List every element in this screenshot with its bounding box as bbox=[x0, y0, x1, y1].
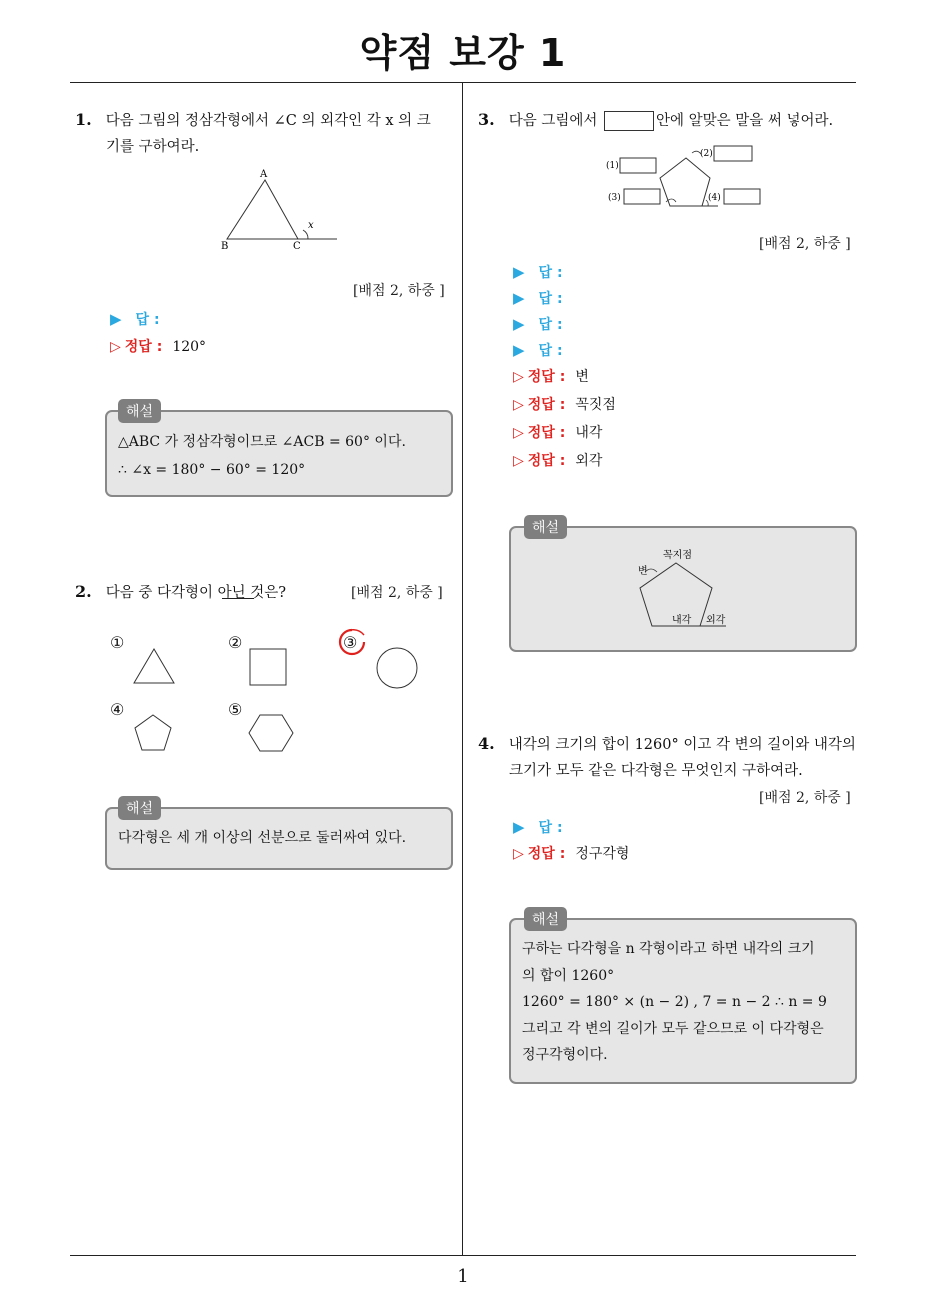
answer-label: 답 : bbox=[538, 317, 563, 333]
answer-key-value: 내각 bbox=[575, 425, 603, 441]
option-4-marker: ④ bbox=[110, 700, 125, 719]
answer-label: 답 : bbox=[538, 291, 563, 307]
label-interior: 내각 bbox=[672, 615, 692, 626]
question-text: 다음 중 다각형이 아닌 것은? bbox=[105, 585, 286, 601]
answer-key-value: 변 bbox=[575, 369, 589, 385]
answer-row bbox=[513, 262, 563, 282]
answer-key-row bbox=[513, 843, 629, 863]
answer-label: 답 : bbox=[538, 343, 563, 359]
answer-row bbox=[513, 817, 563, 837]
triangle-shape bbox=[130, 645, 178, 687]
answer-key-label: 정답 : bbox=[124, 339, 163, 355]
question-2 bbox=[75, 579, 365, 606]
figure-label: (4) bbox=[708, 193, 721, 203]
explanation-line: 의 합이 1260° bbox=[522, 967, 615, 984]
explanation-line: 그리고 각 변의 길이가 모두 같으므로 이 다각형은 bbox=[522, 1020, 824, 1037]
answer-key-row bbox=[110, 336, 206, 356]
answer-key-value: 120° bbox=[172, 339, 207, 355]
answer-key-value: 외각 bbox=[575, 453, 603, 469]
points-badge: [배점 2, 하중 ] bbox=[759, 236, 851, 252]
explanation-pentagon-figure bbox=[630, 544, 740, 634]
question-text: 기를 구하여라. bbox=[106, 139, 200, 155]
outline-play-icon: ▷ bbox=[513, 397, 524, 413]
square-shape bbox=[246, 645, 290, 689]
label-side: 변 bbox=[638, 566, 648, 577]
pentagon-labeled-figure bbox=[600, 140, 770, 212]
answer-key-value: 정구각형 bbox=[575, 846, 630, 862]
answer-key-label: 정답 : bbox=[527, 425, 566, 441]
explanation-tag: 해설 bbox=[524, 515, 567, 539]
play-icon: ▶ bbox=[513, 315, 525, 333]
answer-row bbox=[513, 314, 563, 334]
explanation-tag: 해설 bbox=[118, 399, 161, 423]
question-1 bbox=[75, 107, 455, 160]
header-rule bbox=[70, 82, 856, 83]
answer-key-label: 정답 : bbox=[527, 846, 566, 862]
triangle-figure bbox=[215, 165, 345, 255]
points-badge: [배점 2, 하중 ] bbox=[759, 790, 851, 806]
answer-key-value: 꼭짓점 bbox=[575, 397, 616, 413]
question-number: 4. bbox=[478, 734, 495, 753]
explanation-line: 1260° = 180° × (n − 2) , 7 = n − 2 ∴ n = 9 bbox=[522, 994, 827, 1010]
outline-play-icon: ▷ bbox=[110, 339, 121, 355]
explanation-text bbox=[522, 936, 852, 1069]
question-text: 다음 그림에서 bbox=[508, 113, 598, 129]
explanation-line: 정구각형이다. bbox=[522, 1047, 608, 1063]
explanation-line: 구하는 다각형을 n 각형이라고 하면 내각의 크기 bbox=[522, 941, 815, 957]
blank-box bbox=[604, 111, 654, 131]
answer-key-label: 정답 : bbox=[527, 453, 566, 469]
answer-key-label: 정답 : bbox=[527, 397, 566, 413]
underline-decoration bbox=[222, 598, 254, 599]
explanation-tag: 해설 bbox=[118, 796, 161, 820]
hexagon-shape bbox=[246, 711, 296, 755]
figure-label: (3) bbox=[608, 193, 621, 203]
play-icon: ▶ bbox=[513, 289, 525, 307]
answer-key-row bbox=[513, 366, 589, 386]
play-icon: ▶ bbox=[513, 818, 525, 836]
points-badge: [배점 2, 하중 ] bbox=[353, 283, 445, 299]
explanation-line: △ABC 가 정삼각형이므로 ∠ACB = 60° 이다. bbox=[118, 434, 406, 450]
page-title: 약점 보강 1 bbox=[359, 31, 567, 75]
label-x: x bbox=[308, 220, 314, 231]
option-2-marker: ② bbox=[228, 633, 243, 652]
option-1-marker: ① bbox=[110, 633, 125, 652]
outline-play-icon: ▷ bbox=[513, 453, 524, 469]
question-number: 3. bbox=[478, 110, 495, 129]
answer-key-row bbox=[513, 450, 602, 470]
question-text: 크기가 모두 같은 다각형은 무엇인지 구하여라. bbox=[509, 763, 803, 779]
circle-shape bbox=[373, 645, 421, 691]
answer-key-row bbox=[513, 422, 602, 442]
option-3-marker: ③ bbox=[343, 633, 358, 652]
pentagon-shape bbox=[130, 712, 176, 754]
play-icon: ▶ bbox=[513, 263, 525, 281]
explanation-text bbox=[118, 428, 406, 484]
answer-circle-mark bbox=[334, 625, 370, 661]
explanation-text: 다각형은 세 개 이상의 선분으로 둘러싸여 있다. bbox=[118, 830, 407, 846]
question-text: 안에 알맞은 말을 써 넣어라. bbox=[655, 113, 834, 129]
label-b: B bbox=[221, 241, 229, 252]
question-text: 다음 그림의 정삼각형에서 ∠C 의 외각인 각 x 의 크 bbox=[105, 113, 431, 129]
play-icon: ▶ bbox=[110, 310, 122, 328]
play-icon: ▶ bbox=[513, 341, 525, 359]
label-c: C bbox=[293, 241, 301, 252]
option-5-marker: ⑤ bbox=[228, 700, 243, 719]
answer-row bbox=[110, 309, 160, 329]
label-vertex: 꼭지점 bbox=[663, 550, 692, 561]
explanation-line: ∴ ∠x = 180° − 60° = 120° bbox=[118, 462, 306, 478]
question-text: 내각의 크기의 합이 1260° 이고 각 변의 길이와 내각의 bbox=[508, 737, 856, 753]
outline-play-icon: ▷ bbox=[513, 846, 524, 862]
question-number: 1. bbox=[75, 110, 92, 129]
column-divider bbox=[462, 83, 463, 1255]
points-badge: [배점 2, 하중 ] bbox=[351, 585, 443, 601]
answer-label: 답 : bbox=[135, 312, 160, 328]
answer-label: 답 : bbox=[538, 265, 563, 281]
question-number: 2. bbox=[75, 582, 92, 601]
label-exterior: 외각 bbox=[706, 615, 726, 626]
figure-label: (1) bbox=[606, 161, 619, 171]
question-3 bbox=[478, 107, 858, 134]
answer-row bbox=[513, 340, 563, 360]
label-a: A bbox=[260, 169, 268, 180]
explanation-tag: 해설 bbox=[524, 907, 567, 931]
page-number: 1 bbox=[457, 1266, 469, 1287]
answer-row bbox=[513, 288, 563, 308]
answer-label: 답 : bbox=[538, 820, 563, 836]
answer-key-row bbox=[513, 394, 616, 414]
question-4 bbox=[478, 731, 868, 784]
outline-play-icon: ▷ bbox=[513, 369, 524, 385]
answer-key-label: 정답 : bbox=[527, 369, 566, 385]
footer-rule bbox=[70, 1255, 856, 1256]
figure-label: (2) bbox=[700, 149, 713, 159]
outline-play-icon: ▷ bbox=[513, 425, 524, 441]
